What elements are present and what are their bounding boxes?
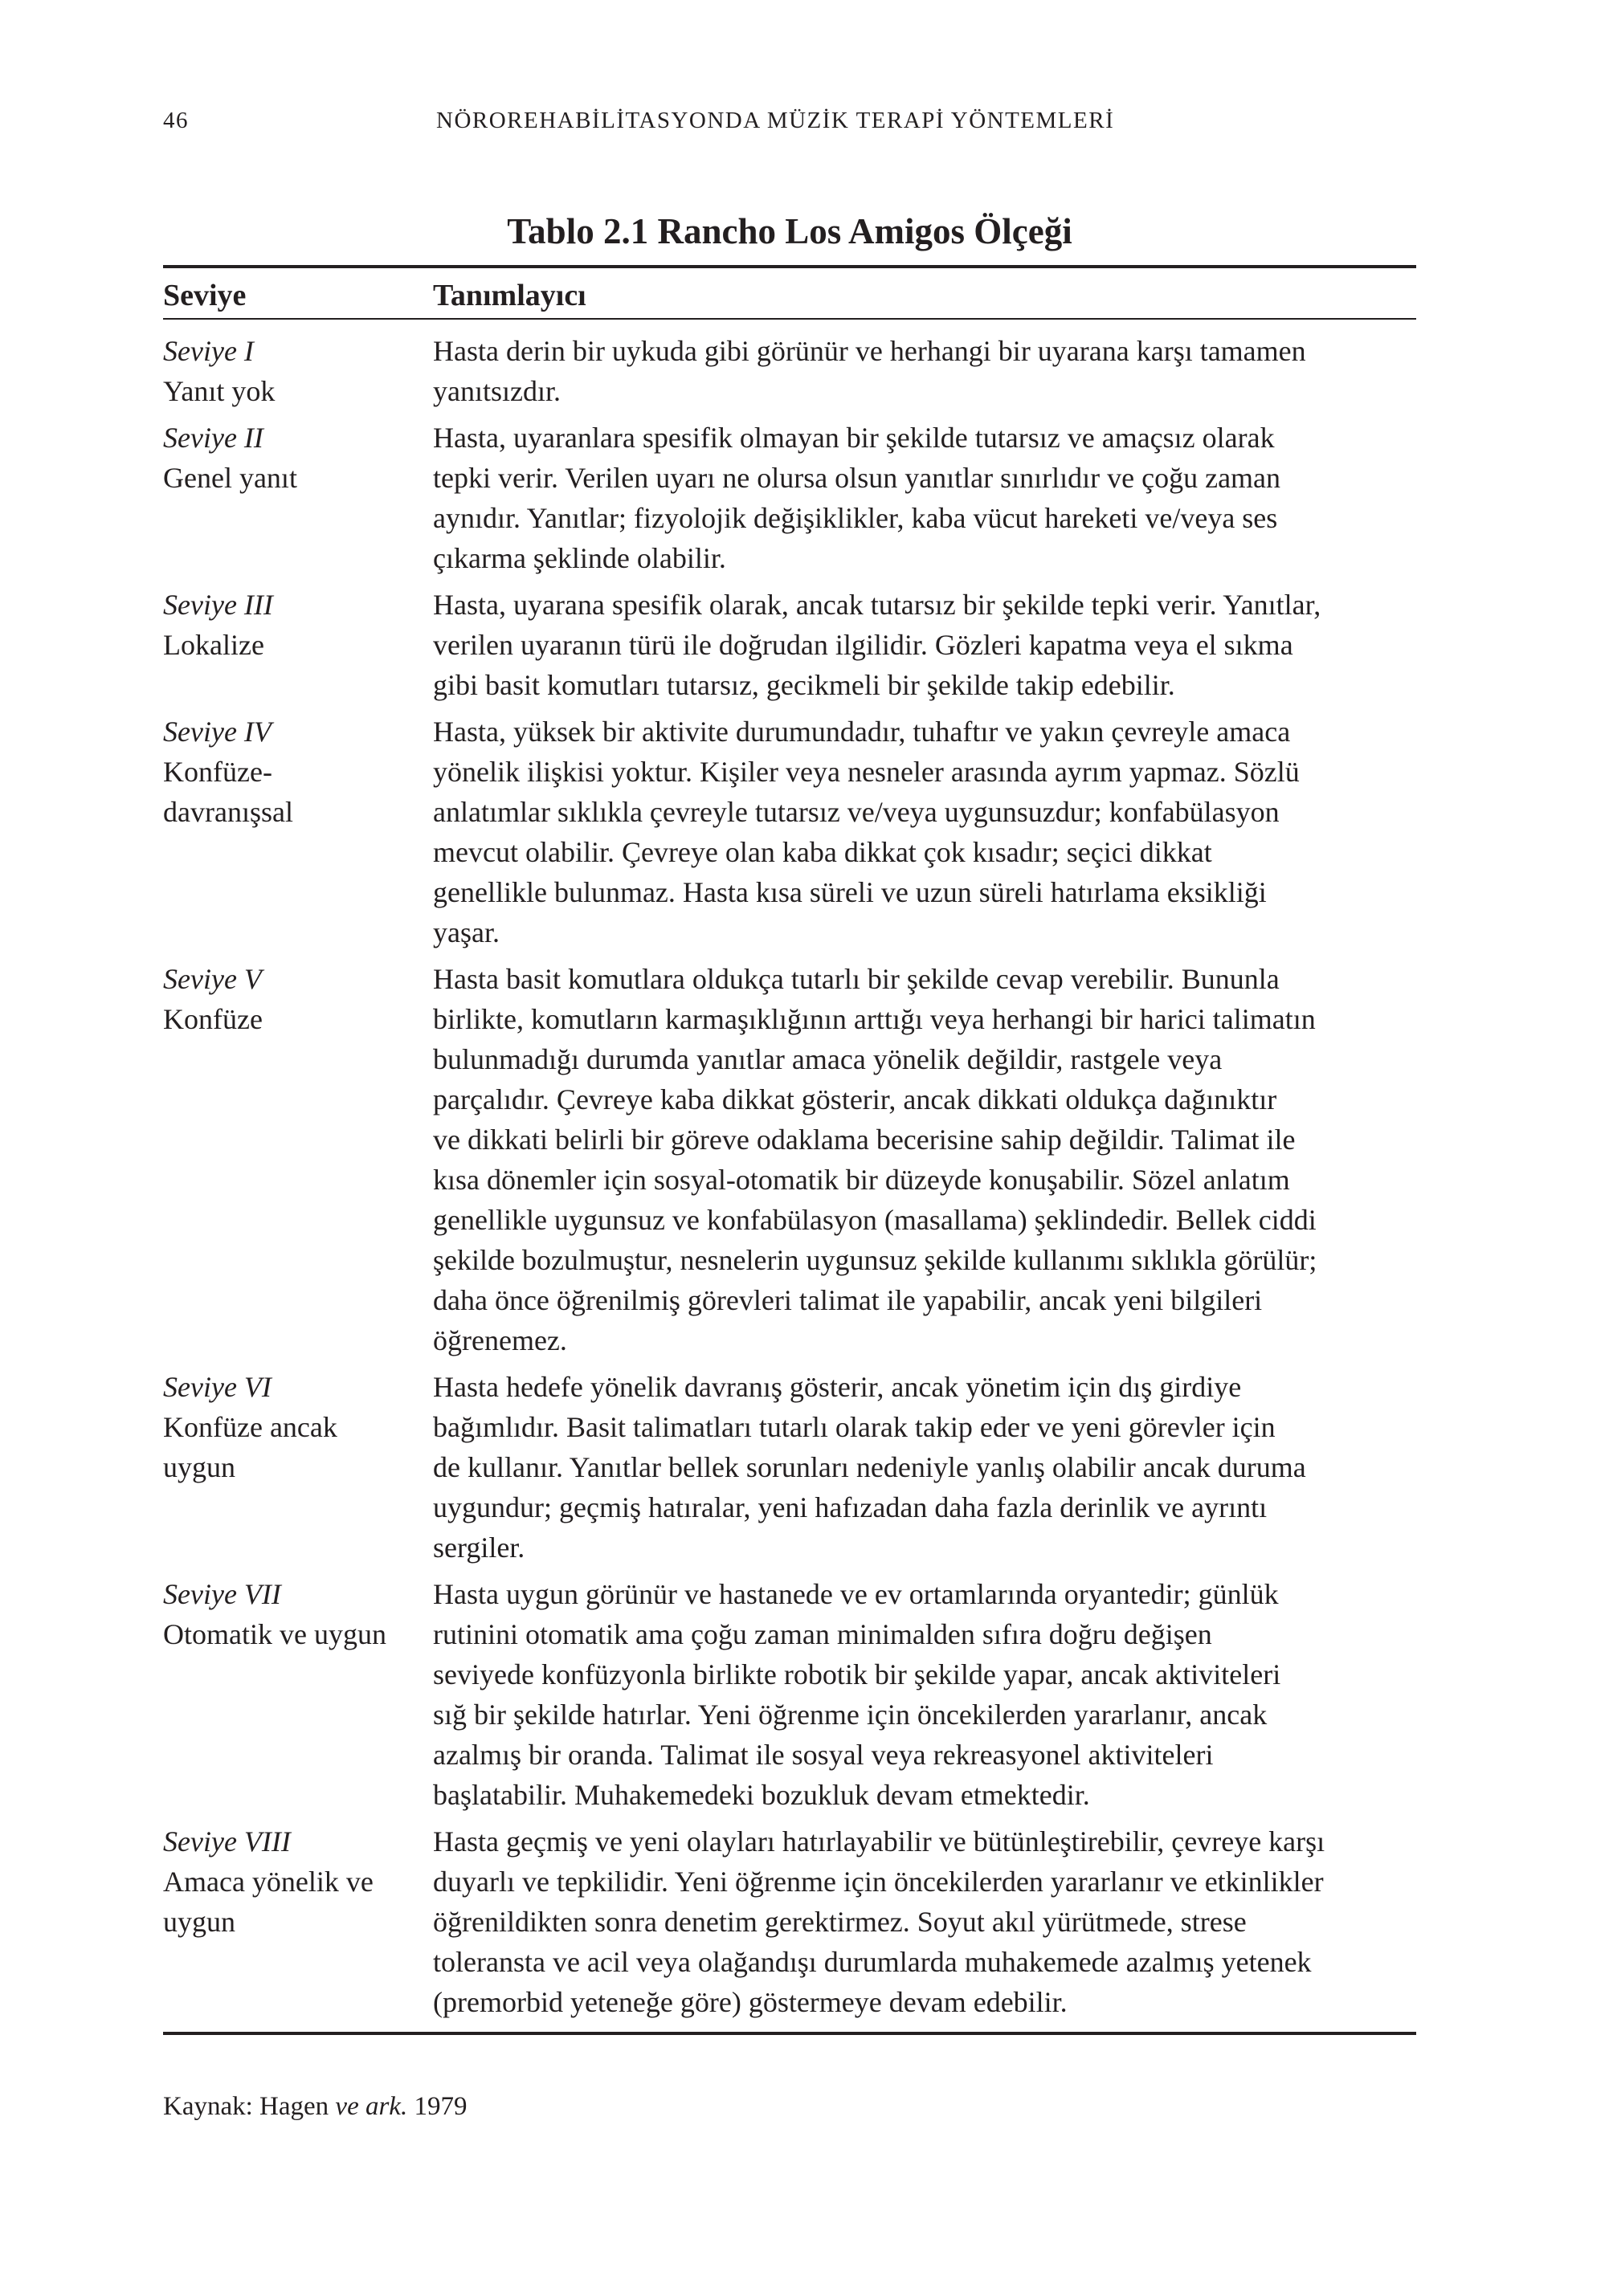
level-label: Seviye VI <box>163 1371 272 1403</box>
table-row <box>163 712 1416 959</box>
descriptor-line: sığ bir şekilde hatırlar. Yeni öğrenme için öncekilerden yararlanır, ancak <box>433 1699 1268 1731</box>
level-cell <box>163 712 433 959</box>
level-name: Lokalize <box>163 629 264 661</box>
table-row <box>163 1821 1416 2033</box>
descriptor-line: Hasta uygun görünür ve hastanede ve ev ortamlarında oryantedir; günlük <box>433 1578 1279 1610</box>
running-title: NÖROREHABİLİTASYONDA MÜZİK TERAPİ YÖNTEMLERİ <box>436 108 1115 133</box>
descriptor-line: verilen uyaranın türü ile doğrudan ilgilidir. Gözleri kapatma veya el sıkma <box>433 629 1293 661</box>
descriptor-cell <box>433 418 1416 585</box>
descriptor-line: mevcut olabilir. Çevreye olan kaba dikkat çok kısadır; seçici dikkat <box>433 836 1212 868</box>
table-row <box>163 319 1416 418</box>
descriptor-line: ve dikkati belirli bir göreve odaklama becerisine sahip değildir. Talimat ile <box>433 1124 1296 1156</box>
descriptor-line: şekilde bozulmuştur, nesnelerin uygunsuz şekilde kullanımı sıklıkla görülür; <box>433 1244 1317 1276</box>
descriptor-line: bulunmadığı durumda yanıtlar amaca yönelik değildir, rastgele veya <box>433 1043 1223 1075</box>
level-label: Seviye III <box>163 589 273 621</box>
descriptor-line: öğrenildikten sonra denetim gerektirmez. Soyut akıl yürütmede, strese <box>433 1906 1247 1938</box>
table-row <box>163 1574 1416 1821</box>
descriptor-line: gibi basit komutları tutarsız, gecikmeli bir şekilde takip edebilir. <box>433 669 1175 701</box>
descriptor-cell <box>433 1367 1416 1574</box>
level-name: uygun <box>163 1451 235 1483</box>
descriptor-line: öğrenemez. <box>433 1324 567 1356</box>
descriptor-line: rutinini otomatik ama çoğu zaman minimalden sıfıra doğru değişen <box>433 1618 1212 1650</box>
descriptor-line: sergiler. <box>433 1531 525 1564</box>
level-label: Seviye VII <box>163 1578 281 1610</box>
descriptor-line: çıkarma şeklinde olabilir. <box>433 542 726 574</box>
descriptor-line: Hasta, yüksek bir aktivite durumundadır, tuhaftır ve yakın çevreyle amaca <box>433 716 1291 748</box>
source-suffix: 1979 <box>407 2092 468 2121</box>
level-name: davranışsal <box>163 796 293 828</box>
table-body <box>163 319 1416 2033</box>
source-italic: ve ark. <box>335 2092 408 2121</box>
descriptor-line: Hasta derin bir uykuda gibi görünür ve herhangi bir uyarana karşı tamamen <box>433 335 1306 367</box>
level-name: Amaca yönelik ve <box>163 1866 374 1898</box>
descriptor-line: Hasta hedefe yönelik davranış gösterir, ancak yönetim için dış girdiye <box>433 1371 1242 1403</box>
level-name: Konfüze ancak <box>163 1411 337 1443</box>
level-label: Seviye I <box>163 335 254 367</box>
descriptor-line: yaşar. <box>433 916 500 948</box>
descriptor-line: yanıtsızdır. <box>433 375 561 407</box>
descriptor-cell <box>433 1821 1416 2033</box>
level-cell <box>163 1574 433 1821</box>
descriptor-line: seviyede konfüzyonla birlikte robotik bir şekilde yapar, ancak aktiviteleri <box>433 1658 1281 1690</box>
level-name: Genel yanıt <box>163 462 297 494</box>
descriptor-line: birlikte, komutların karmaşıklığının arttığı veya herhangi bir harici talimatın <box>433 1003 1316 1035</box>
descriptor-line: Hasta, uyarana spesifik olarak, ancak tutarsız bir şekilde tepki verir. Yanıtlar, <box>433 589 1321 621</box>
level-cell <box>163 585 433 712</box>
level-cell <box>163 418 433 585</box>
descriptor-line: Hasta basit komutlara oldukça tutarlı bir şekilde cevap verebilir. Bununla <box>433 963 1280 995</box>
descriptor-line: kısa dönemler için sosyal-otomatik bir düzeyde konuşabilir. Sözel anlatım <box>433 1164 1290 1196</box>
level-cell <box>163 1821 433 2033</box>
descriptor-line: bağımlıdır. Basit talimatları tutarlı olarak takip eder ve yeni görevler için <box>433 1411 1276 1443</box>
descriptor-line: azalmış bir oranda. Talimat ile sosyal veya rekreasyonel aktiviteleri <box>433 1739 1214 1771</box>
descriptor-line: parçalıdır. Çevreye kaba dikkat gösterir, ancak dikkati oldukça dağınıktır <box>433 1083 1277 1115</box>
level-cell <box>163 1367 433 1574</box>
running-header <box>163 108 1416 140</box>
descriptor-line: aynıdır. Yanıtlar; fizyolojik değişiklikler, kaba vücut hareketi ve/veya ses <box>433 502 1278 534</box>
descriptor-line: (premorbid yeteneğe göre) göstermeye devam edebilir. <box>433 1986 1068 2018</box>
descriptor-cell <box>433 585 1416 712</box>
table-row <box>163 959 1416 1367</box>
level-name: Konfüze <box>163 1003 263 1035</box>
level-cell <box>163 319 433 418</box>
table-row <box>163 1367 1416 1574</box>
level-label: Seviye V <box>163 963 262 995</box>
descriptor-line: duyarlı ve tepkilidir. Yeni öğrenme için öncekilerden yararlanır ve etkinlikler <box>433 1866 1324 1898</box>
descriptor-cell <box>433 959 1416 1367</box>
level-cell <box>163 959 433 1367</box>
table-caption: Tablo 2.1 Rancho Los Amigos Ölçeği <box>507 211 1072 251</box>
level-name: Konfüze- <box>163 756 272 788</box>
level-label: Seviye II <box>163 422 263 454</box>
page-number: 46 <box>163 108 189 133</box>
descriptor-line: de kullanır. Yanıtlar bellek sorunları nedeniyle yanlış olabilir ancak duruma <box>433 1451 1306 1483</box>
level-name: Yanıt yok <box>163 375 276 407</box>
descriptor-cell <box>433 712 1416 959</box>
descriptor-line: yönelik ilişkisi yoktur. Kişiler veya nesneler arasında ayrım yapmaz. Sözlü <box>433 756 1300 788</box>
descriptor-line: tepki verir. Verilen uyarı ne olursa olsun yanıtlar sınırlıdır ve çoğu zaman <box>433 462 1281 494</box>
rancho-los-amigos-table <box>163 265 1416 2035</box>
descriptor-line: anlatımlar sıklıkla çevreyle tutarsız ve/veya uygunsuzdur; konfabülasyon <box>433 796 1280 828</box>
source-prefix: Kaynak: Hagen <box>163 2092 336 2121</box>
descriptor-line: daha önce öğrenilmiş görevleri talimat ile yapabilir, ancak yeni bilgileri <box>433 1284 1263 1316</box>
descriptor-line: toleransta ve acil veya olağandışı durumlarda muhakemede azalmış yetenek <box>433 1946 1312 1978</box>
descriptor-line: genellikle bulunmaz. Hasta kısa süreli ve uzun süreli hatırlama eksikliği <box>433 876 1267 908</box>
descriptor-cell <box>433 319 1416 418</box>
column-header-descriptor: Tanımlayıcı <box>433 267 1416 319</box>
descriptor-line: genellikle uygunsuz ve konfabülasyon (masallama) şeklindedir. Bellek ciddi <box>433 1204 1317 1236</box>
column-header-level: Seviye <box>163 267 433 319</box>
descriptor-line: uygundur; geçmiş hatıralar, yeni hafızadan daha fazla derinlik ve ayrıntı <box>433 1491 1268 1523</box>
descriptor-line: Hasta geçmiş ve yeni olayları hatırlayabilir ve bütünleştirebilir, çevreye karşı <box>433 1825 1325 1858</box>
table-row <box>163 418 1416 585</box>
table-container <box>163 265 1416 2035</box>
descriptor-cell <box>433 1574 1416 1821</box>
source-note <box>163 2092 467 2122</box>
level-name: uygun <box>163 1906 235 1938</box>
table-row <box>163 585 1416 712</box>
level-label: Seviye IV <box>163 716 272 748</box>
descriptor-line: başlatabilir. Muhakemedeki bozukluk devam etmektedir. <box>433 1779 1090 1811</box>
level-label: Seviye VIII <box>163 1825 291 1858</box>
descriptor-line: Hasta, uyaranlara spesifik olmayan bir şekilde tutarsız ve amaçsız olarak <box>433 422 1275 454</box>
level-name: Otomatik ve uygun <box>163 1618 386 1650</box>
table-header-row <box>163 267 1416 319</box>
